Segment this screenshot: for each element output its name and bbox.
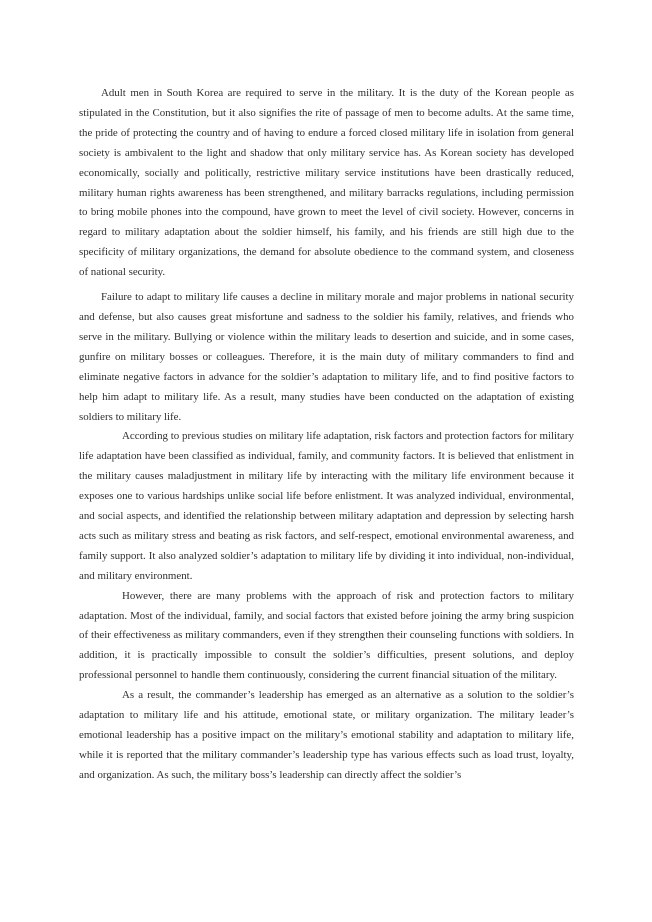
- paragraph-problems-with-approach: However, there are many problems with the approach of risk and protection factors to military adaptation. Most of the individual, family, and social factors that existed before joining the army bring suspicion of their effectiveness as military commanders, even if they strengthen their counseling functions with soldiers. In addition, it is practically impossible to consult the soldier’s difficulties, present solutions, and deploy professional personnel to handle them continuously, considering the current financial situation of the military.: [79, 589, 574, 682]
- paragraph-previous-studies: According to previous studies on military life adaptation, risk factors and protection factors for military life adaptation have been classified as individual, family, and community factors. It is believed that enlistment in the military causes maladjustment in military life by interacting with the military life environment because it exposes one to various hardships unlike social life before enlistment. It was analyzed individual, environmental, and social aspects, and identified the relationship between military adaptation and depression by selecting harsh acts such as military stress and beating as risk factors, and self-respect, emotional environmental awareness, and family support. It also analyzed soldier’s adaptation to military life by dividing it into individual, non-individual, and military environment.: [79, 430, 574, 582]
- paragraph-intro-military-duty: Adult men in South Korea are required to serve in the military. It is the duty of the Korean people as stipulated in the Constitution, but it also signifies the rite of passage of men to become adults. At the same time, the pride of protecting the country and of having to endure a forced closed military life in isolation from general society is ambivalent to the light and shadow that only military service has. As Korean society has developed economically, socially and politically, restrictive military service institutions have been drastically reduced, military human rights awareness has been strengthened, and military barracks regulations, including permission to bring mobile phones into the compound, have grown to meet the level of civil society. However, concerns in regard to military adaptation about the soldier himself, his family, and his friends are still high due to the specificity of military organizations, the demand for absolute obedience to the command system, and closeness of national security.: [79, 87, 574, 279]
- paragraph-failure-to-adapt: Failure to adapt to military life causes a decline in military morale and major problems in national security and defense, but also causes great misfortune and sadness to the soldier his family, relatives, and friends who serve in the military. Bullying or violence within the military leads to desertion and suicide, and in some cases, gunfire on military bosses or colleagues. Therefore, it is the main duty of military commanders to find and eliminate negative factors in advance for the soldier’s adaptation to military life, and to find positive factors to help him adapt to military life. As a result, many studies have been conducted on the adaptation of existing soldiers to military life.: [79, 291, 574, 423]
- paragraph-commanders-leadership: As a result, the commander’s leadership has emerged as an alternative as a solution to the soldier’s adaptation to military life and his attitude, emotional state, or military organization. The military leader’s emotional leadership has a positive impact on the military’s emotional stability and adaptation to military life, while it is reported that the military commander’s leadership type has various effects such as load trust, loyalty, and organization. As such, the military boss’s leadership can directly affect the soldier’s: [79, 689, 574, 781]
- text-block: [79, 84, 574, 786]
